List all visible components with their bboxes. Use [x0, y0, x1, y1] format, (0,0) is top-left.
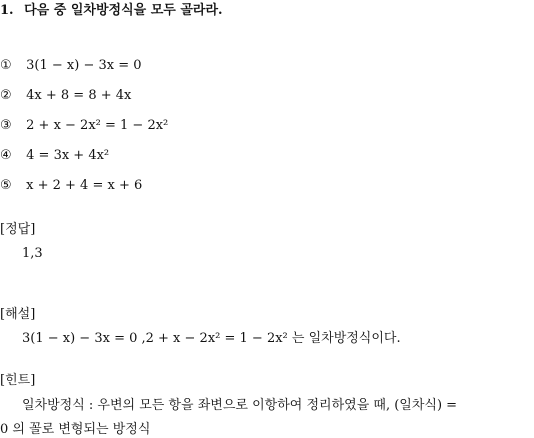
- option-5-expr: x + 2 + 4 = x + 6: [26, 178, 143, 193]
- option-2-expr: 4x + 8 = 8 + 4x: [26, 88, 132, 103]
- answer-label: [정답]: [0, 222, 36, 237]
- option-3-expr: 2 + x − 2x² = 1 − 2x²: [26, 118, 169, 133]
- explanation-text: 3(1 − x) − 3x = 0 ,2 + x − 2x² = 1 − 2x² 는 일차방정식이다.: [22, 331, 401, 346]
- option-2[interactable]: [0, 88, 131, 104]
- answer-value: 1,3: [22, 246, 43, 261]
- option-4-mark: ④: [0, 148, 12, 163]
- question-number: 1.: [0, 3, 14, 18]
- question-text: 다음 중 일차방정식을 모두 골라라.: [24, 3, 223, 18]
- question-title: [0, 3, 223, 19]
- option-1[interactable]: [0, 58, 142, 74]
- hint-label: [힌트]: [0, 373, 36, 388]
- hint-line-2: 0 의 꼴로 변형되는 방정식: [0, 422, 151, 437]
- explanation-label: [해설]: [0, 307, 36, 322]
- option-4-expr: 4 = 3x + 4x²: [26, 148, 110, 163]
- hint-line-1: 일차방정식 : 우변의 모든 항을 좌변으로 이항하여 정리하였을 때, (일차식) =: [22, 398, 458, 413]
- option-5[interactable]: [0, 178, 142, 194]
- option-1-mark: ①: [0, 58, 12, 73]
- option-5-mark: ⑤: [0, 178, 12, 193]
- option-3[interactable]: [0, 118, 168, 134]
- option-4[interactable]: [0, 148, 109, 164]
- option-2-mark: ②: [0, 88, 12, 103]
- option-1-expr: 3(1 − x) − 3x = 0: [26, 58, 142, 73]
- option-3-mark: ③: [0, 118, 12, 133]
